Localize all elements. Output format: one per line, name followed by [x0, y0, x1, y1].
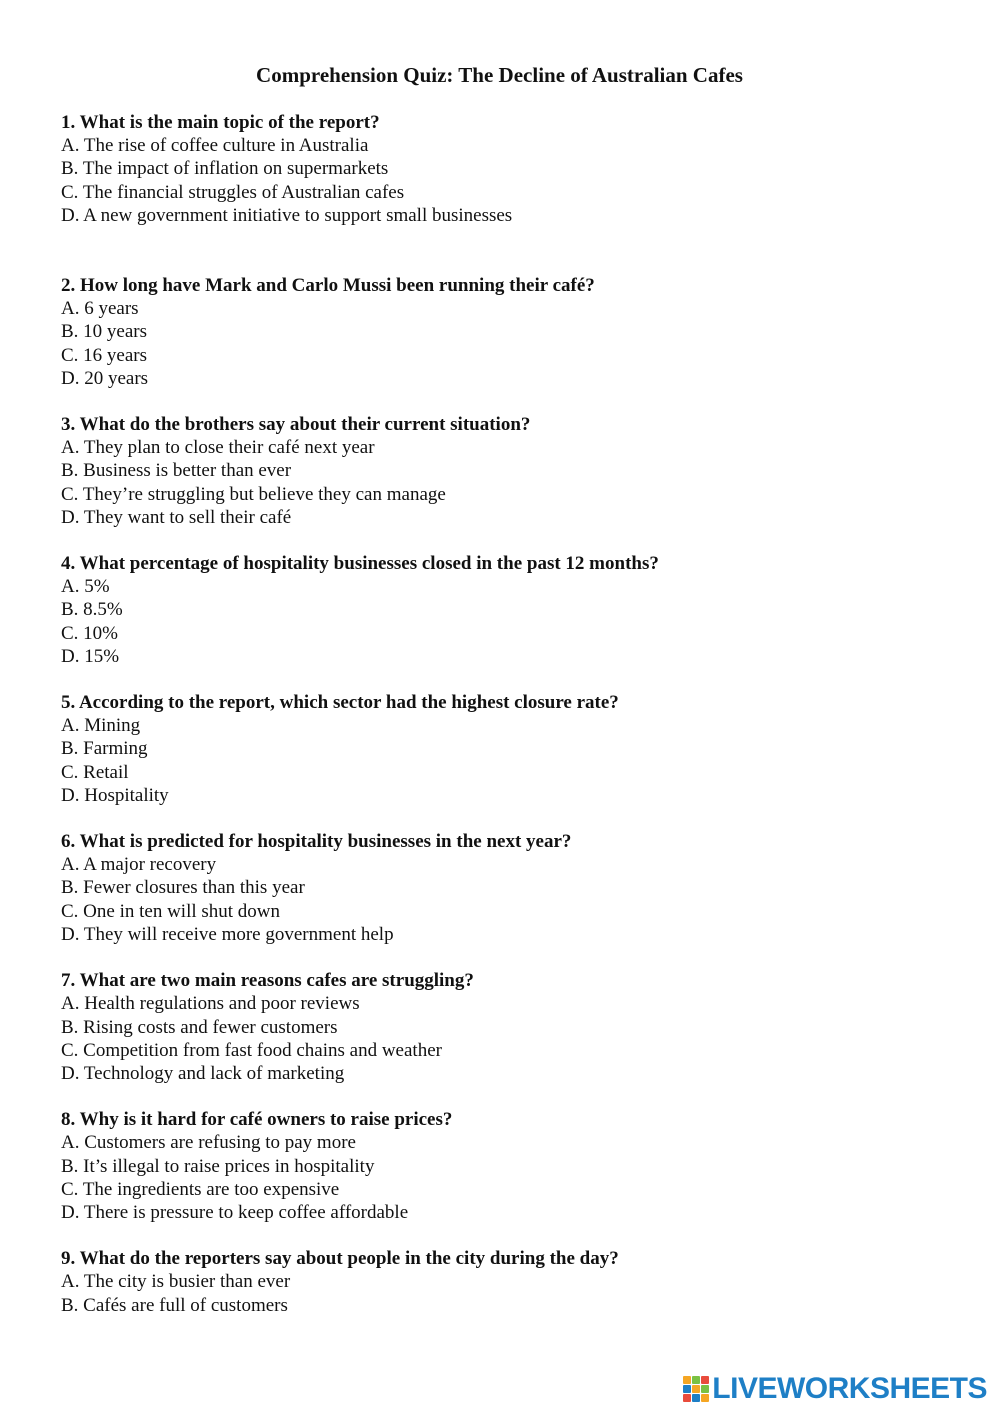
question-text: 6. What is predicted for hospitality businesses in the next year?	[61, 831, 572, 853]
answer-option: D. There is pressure to keep coffee affordable	[61, 1201, 409, 1223]
answer-option: D. A new government initiative to support small businesses	[61, 204, 513, 226]
answer-option: B. It’s illegal to raise prices in hospitality	[61, 1155, 375, 1177]
liveworksheets-logo-icon	[683, 1376, 709, 1402]
answer-option: B. The impact of inflation on supermarkets	[61, 158, 389, 180]
answer-option: C. The financial struggles of Australian cafes	[61, 181, 405, 203]
answer-option: B. Business is better than ever	[61, 460, 292, 482]
answer-option: D. 20 years	[61, 367, 149, 389]
question-text: 7. What are two main reasons cafes are struggling?	[61, 970, 474, 992]
answer-option: B. 10 years	[61, 321, 148, 343]
question-block	[61, 691, 961, 807]
answer-option: A. 6 years	[61, 298, 139, 320]
answer-option: C. 16 years	[61, 344, 148, 366]
question-text: 5. According to the report, which sector had the highest closure rate?	[61, 692, 619, 714]
answer-option: A. Customers are refusing to pay more	[61, 1132, 356, 1154]
answer-option: A. Mining	[61, 715, 141, 737]
question-block	[61, 969, 961, 1085]
logo-square	[683, 1394, 691, 1402]
answer-option: B. Cafés are full of customers	[61, 1294, 288, 1316]
quiz-questions	[61, 111, 961, 1340]
answer-option: A. 5%	[61, 576, 110, 598]
question-text: 1. What is the main topic of the report?	[61, 112, 380, 133]
answer-option: C. They’re struggling but believe they can manage	[61, 483, 446, 505]
question-block	[61, 1108, 961, 1224]
answer-option: D. Hospitality	[61, 784, 169, 806]
answer-option: A. The city is busier than ever	[61, 1271, 291, 1293]
logo-square	[692, 1376, 700, 1384]
answer-option: C. One in ten will shut down	[61, 900, 281, 922]
answer-option: D. 15%	[61, 645, 120, 667]
answer-option: B. Fewer closures than this year	[61, 877, 305, 899]
logo-square	[683, 1385, 691, 1393]
logo-square	[701, 1394, 709, 1402]
answer-option: C. Competition from fast food chains and weather	[61, 1039, 442, 1061]
logo-square	[692, 1394, 700, 1402]
question-block	[61, 830, 961, 946]
logo-square	[701, 1376, 709, 1384]
brand-name: LIVEWORKSHEETS	[712, 1372, 987, 1405]
quiz-title: Comprehension Quiz: The Decline of Australian Cafes	[256, 63, 743, 87]
answer-option: D. They will receive more government help	[61, 923, 394, 945]
answer-option: C. 10%	[61, 622, 118, 644]
answer-option: D. They want to sell their café	[61, 506, 292, 528]
question-block	[61, 111, 961, 227]
question-text: 3. What do the brothers say about their current situation?	[61, 414, 531, 436]
logo-square	[701, 1385, 709, 1393]
answer-option: C. Retail	[61, 761, 129, 783]
answer-option: D. Technology and lack of marketing	[61, 1062, 345, 1084]
answer-option: A. Health regulations and poor reviews	[61, 993, 360, 1015]
answer-option: B. Rising costs and fewer customers	[61, 1016, 338, 1038]
question-text: 4. What percentage of hospitality businesses closed in the past 12 months?	[61, 553, 659, 575]
question-text: 2. How long have Mark and Carlo Mussi been running their café?	[61, 275, 595, 297]
answer-option: B. 8.5%	[61, 599, 123, 621]
answer-option: C. The ingredients are too expensive	[61, 1178, 340, 1200]
logo-square	[692, 1385, 700, 1393]
question-block	[61, 274, 961, 390]
answer-option: A. They plan to close their café next year	[61, 437, 375, 459]
logo-square	[683, 1376, 691, 1384]
question-block	[61, 552, 961, 668]
liveworksheets-logo[interactable]	[683, 1372, 987, 1406]
answer-option: A. The rise of coffee culture in Australia	[61, 135, 369, 157]
question-text: 8. Why is it hard for café owners to raise prices?	[61, 1109, 453, 1131]
question-block	[61, 413, 961, 529]
question-text: 9. What do the reporters say about people in the city during the day?	[61, 1248, 619, 1270]
answer-option: A. A major recovery	[61, 854, 217, 876]
answer-option: B. Farming	[61, 738, 148, 760]
question-block	[61, 1247, 961, 1317]
